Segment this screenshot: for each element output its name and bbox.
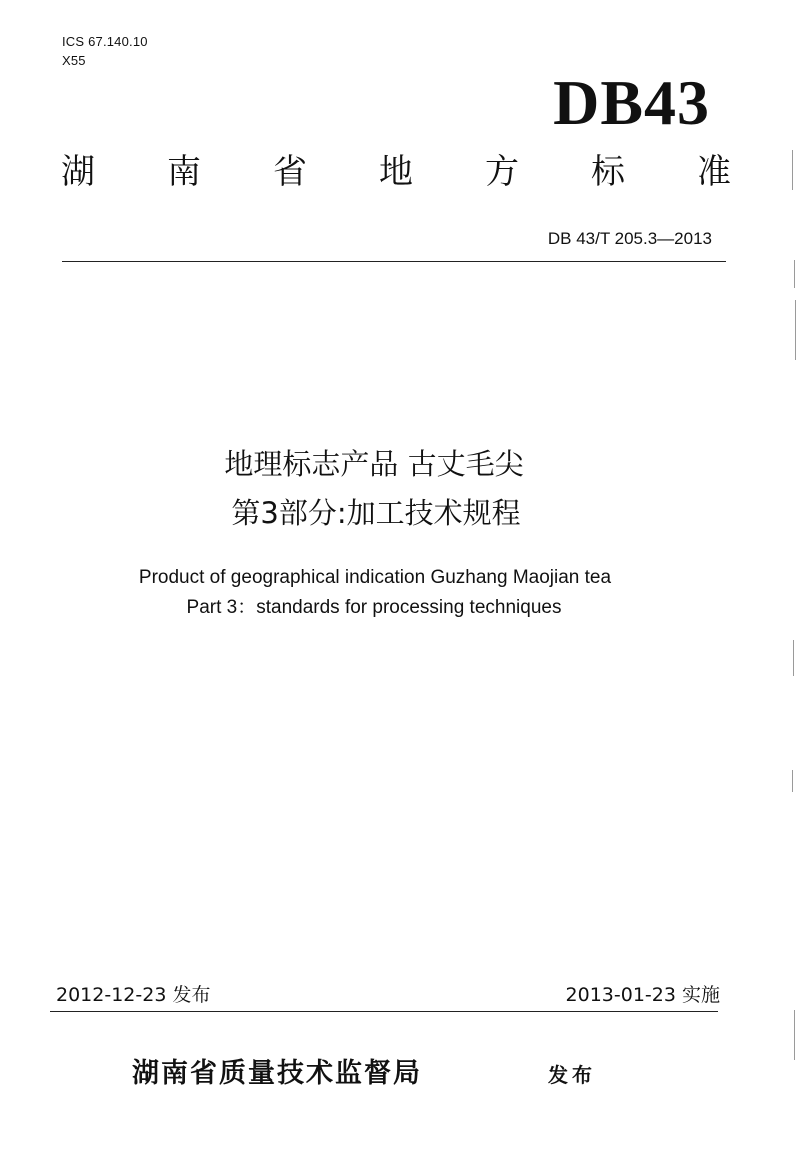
header-divider (62, 261, 726, 262)
footer-divider (50, 1011, 718, 1012)
province-standard-char: 标 (591, 152, 625, 192)
publisher: 湖南省质量技术监督局 (132, 1058, 422, 1089)
scan-artifact (792, 770, 793, 792)
standard-number: DB 43/T 205.3—2013 (547, 229, 712, 248)
title-en-line1: Product of geographical indication Guzhang Maojian tea (138, 567, 612, 588)
db-logo: DB43 (553, 67, 710, 138)
issue-date: 2012-12-23 发布 (56, 984, 211, 1006)
scan-artifact (794, 260, 795, 288)
province-standard-char: 湖 (61, 152, 95, 192)
title-en-line2: Part 3：standards for processing techniques (186, 597, 562, 618)
scan-artifact (793, 640, 794, 676)
scan-artifact (792, 150, 793, 190)
ics-code: ICS 67.140.10 (62, 34, 148, 49)
publish-word: 发布 (548, 1063, 596, 1087)
ccs-code: X55 (62, 53, 86, 68)
implementation-date: 2013-01-23 实施 (565, 984, 720, 1006)
province-standard-char: 准 (697, 152, 731, 192)
scan-artifact (794, 1010, 795, 1060)
scan-artifact (795, 300, 796, 360)
province-standard-char: 方 (485, 152, 519, 192)
province-standard-char: 地 (379, 152, 413, 192)
title-cn-line1: 地理标志产品 古丈毛尖 (224, 447, 524, 481)
province-standard-char: 省 (273, 152, 307, 192)
province-standard-char: 南 (167, 152, 201, 192)
classification-codes (62, 32, 148, 70)
title-cn-line2: 第3部分:加工技术规程 (231, 496, 521, 530)
province-standard-title (58, 150, 734, 194)
